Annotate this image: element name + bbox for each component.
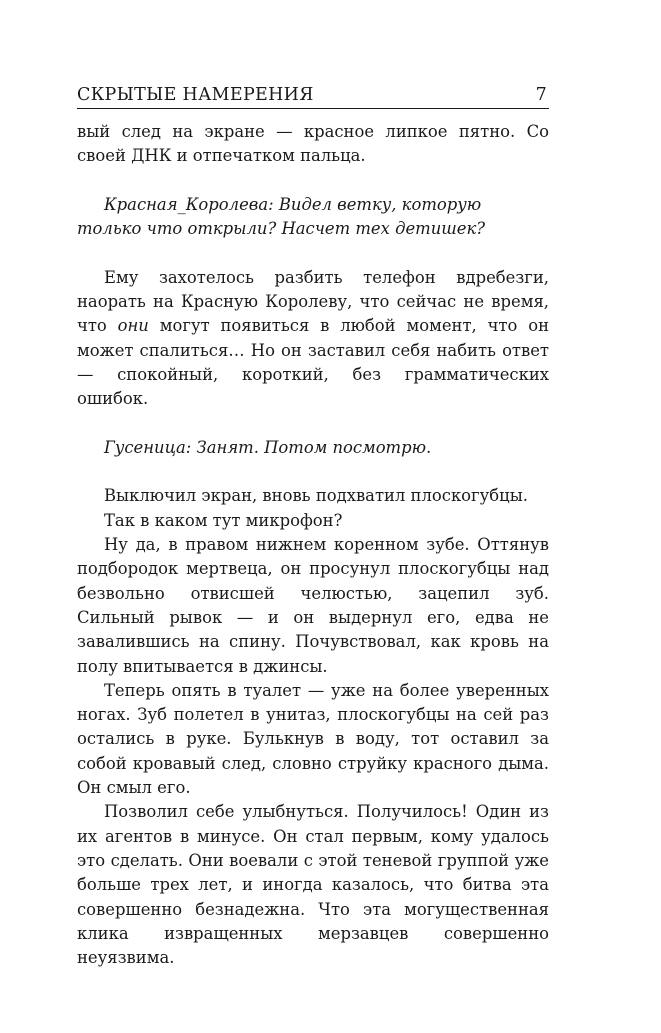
chat-message-red-queen: Красная_Королева: Видел ветку, которую только что открыли? Насчет тех детишек? [77, 194, 486, 239]
paragraph-gap [77, 241, 549, 265]
chat-message-caterpillar: Гусеница: Занят. Потом посмотрю. [104, 437, 432, 457]
paragraph-gap [77, 460, 549, 484]
body-text [77, 120, 549, 970]
book-page [77, 84, 549, 970]
paragraph: Выключил экран, вновь подхватил плоскогубцы. [104, 486, 528, 506]
paragraph: Ну да, в правом нижнем коренном зубе. Оттянув подбородок мертвеца, он просунул плоскогубцы над безвольно отвисшей челюстью, зацепил зуб. Сильный рывок — и он выдернул его, едва не завалившись на спину. Почувствовал, как кровь на полу впитывается в джинсы. [77, 535, 549, 676]
paragraph: Позволил себе улыбнуться. Получилось! Один из их агентов в минусе. Он стал первым, кому удалось это сделать. Они воевали с этой теневой группой уже больше трех лет, и иногда казалось, что битва эта совершенно безнадежна. Что эта могущественная клика извращенных мерзавцев совершенно неуязвима. [77, 802, 549, 968]
running-header [77, 84, 549, 109]
emphasis-text: они [117, 316, 149, 336]
paragraph: Так в каком тут микрофон? [104, 510, 343, 530]
running-title: СКРЫТЫЕ НАМЕРЕНИЯ [77, 85, 314, 105]
paragraph: Теперь опять в туалет — уже на более уверенных ногах. Зуб полетел в унитаз, плоскогубцы на сей раз остались в руке. Булькнув в воду, тот оставил за собой кровавый след, словно струйку красного дыма. Он смыл его. [77, 680, 549, 798]
page-number: 7 [535, 85, 547, 105]
text-run: Ему захотелось разбить телефон вдребезги, наорать на Красную Королеву, что сейчас не время, что [77, 267, 549, 336]
paragraph [77, 266, 549, 412]
paragraph-gap [77, 412, 549, 436]
text-run: могут появиться в любой момент, что он может спалиться… Но он заставил себя набить ответ — спокойный, короткий, без грамматических ошибок. [77, 316, 550, 409]
paragraph-gap [77, 169, 549, 193]
paragraph-continuation: вый след на экране — красное липкое пятно. Со своей ДНК и отпечатком пальца. [77, 122, 549, 166]
